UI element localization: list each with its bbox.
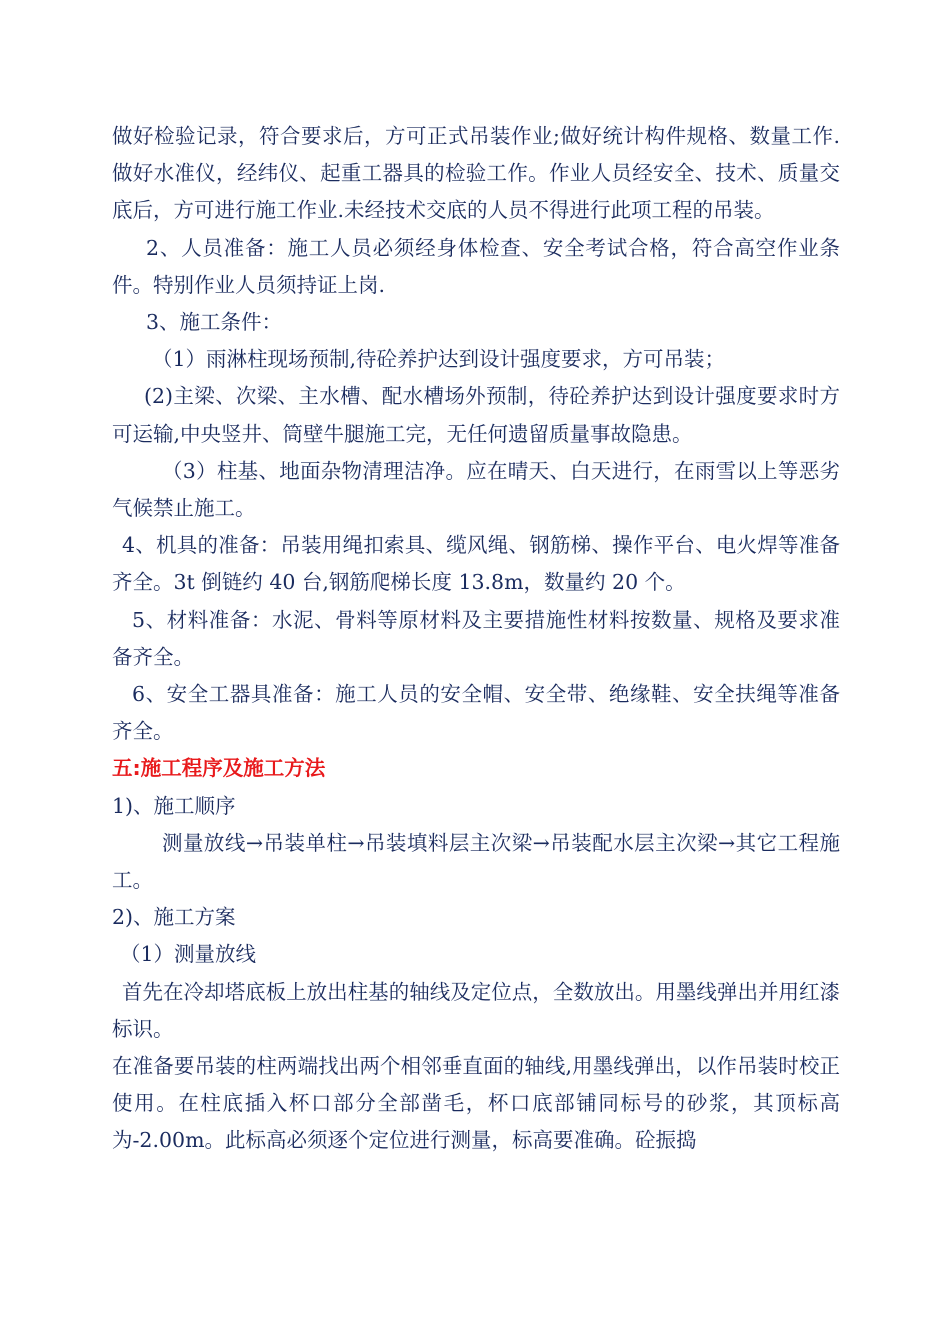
document-page	[112, 118, 840, 1160]
sequence-text: 测量放线→吊装单柱→吊装填料层主次梁→吊装配水层主次梁→其它工程施工。	[112, 830, 840, 893]
survey-paragraph-2: 在准备要吊装的柱两端找出两个相邻垂直面的轴线,用墨线弹出，以作吊装时校正使用。在柱底插入杯口部分全部凿毛，杯口底部铺同标号的砂浆，其顶标高为-2.00m。此标高必须逐个定位进行测量，标高要准确。砼振捣	[112, 1054, 840, 1153]
paragraph-condition-3: （3）柱基、地面杂物清理洁净。应在晴天、白天进行，在雨雪以上等恶劣气候禁止施工。	[112, 458, 840, 521]
sequence-title: 1)、施工顺序	[112, 793, 236, 818]
plan-title: 2)、施工方案	[112, 905, 236, 930]
paragraph-inspection-records: 做好检验记录，符合要求后，方可正式吊装作业;做好统计构件规格、数量工作.做好水准仪，经纬仪、起重工器具的检验工作。作业人员经安全、技术、质量交底后，方可进行施工作业.未经技术交底的人员不得进行此项工程的吊装。	[112, 124, 840, 223]
paragraph-condition-2: (2)主梁、次梁、主水槽、配水槽场外预制，待砼养护达到设计强度要求时方可运输,中央竖井、筒壁牛腿施工完，无任何遗留质量事故隐患。	[112, 384, 840, 446]
paragraph-safety-tools-prep: 6、安全工器具准备：施工人员的安全帽、安全带、绝缘鞋、安全扶绳等准备齐全。	[112, 682, 840, 744]
paragraph-construction-conditions: 3、施工条件：	[146, 310, 283, 335]
survey-title: （1）测量放线	[120, 942, 257, 967]
paragraph-material-prep: 5、材料准备：水泥、骨料等原材料及主要措施性材料按数量、规格及要求准备齐全。	[112, 607, 840, 669]
paragraph-personnel-prep: 2、人员准备：施工人员必须经身体检查、安全考试合格，符合高空作业条件。特别作业人员须持证上岗.	[112, 235, 840, 297]
paragraph-equipment-prep: 4、机具的准备：吊装用绳扣索具、缆风绳、钢筋梯、操作平台、电火焊等准备齐全。3t 倒链约 40 台,钢筋爬梯长度 13.8m，数量约 20 个。	[112, 533, 840, 595]
paragraph-condition-1: （1）雨淋柱现场预制,待砼养护达到设计强度要求，方可吊装；	[152, 347, 726, 372]
section-heading: 五:施工程序及施工方法	[112, 756, 326, 781]
survey-paragraph-1: 首先在冷却塔底板上放出柱基的轴线及定位点，全数放出。用墨线弹出并用红漆标识。	[112, 979, 840, 1041]
